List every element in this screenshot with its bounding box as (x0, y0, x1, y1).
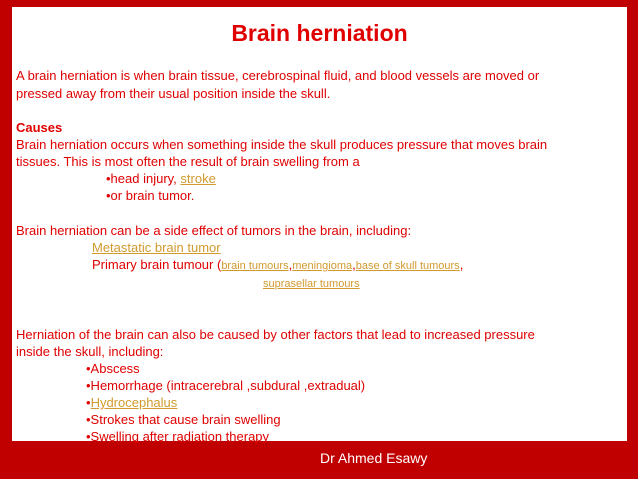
separator: , (352, 257, 356, 272)
primary-brain-tumour-line (92, 256, 463, 275)
hydrocephalus-link[interactable]: Hydrocephalus (90, 395, 178, 410)
brain-tumours-link[interactable]: brain tumours (221, 260, 289, 272)
causes-heading: Causes (16, 120, 63, 135)
slide-title: Brain herniation (231, 20, 408, 46)
stroke-link[interactable]: stroke (180, 171, 216, 186)
suprasellar-line (263, 274, 360, 293)
causes-line-1: Brain herniation occurs when something inside the skull produces pressure that moves brain (16, 137, 548, 152)
intro-line-1: A brain herniation is when brain tissue, cerebrospinal fluid, and blood vessels are moved or (16, 68, 540, 83)
other-causes-line-2: inside the skull, including: (16, 344, 164, 359)
tumors-intro: Brain herniation can be a side effect of tumors in the brain, including: (16, 223, 412, 238)
footer-author: Dr Ahmed Esawy (320, 450, 428, 466)
intro-line-2: pressed away from their usual position inside the skull. (16, 86, 331, 101)
other-bullet-hydrocephalus (86, 394, 177, 411)
bullet-mark: • (86, 395, 91, 410)
primary-tumour-text: Primary brain tumour ( (92, 257, 222, 272)
suprasellar-tumours-link[interactable]: suprasellar tumours (263, 278, 360, 290)
slide-content (12, 7, 627, 444)
cause-bullet-2: •or brain tumor. (106, 188, 195, 203)
other-bullet-hemorrhage: •Hemorrhage (intracerebral ,subdural ,extradual) (86, 378, 366, 393)
other-causes-line-1: Herniation of the brain can also be caused by other factors that lead to increased pressure (16, 327, 535, 342)
cause-bullet-1 (106, 170, 216, 187)
other-bullet-strokes: •Strokes that cause brain swelling (86, 412, 281, 427)
meningioma-link[interactable]: meningioma (292, 260, 353, 272)
metastatic-brain-tumor-link (92, 239, 221, 256)
cause-bullet-1-text: •head injury, (106, 171, 181, 186)
other-bullet-abscess: •Abscess (86, 361, 140, 376)
other-bullet-radiation: •Swelling after radiation therapy (86, 429, 270, 444)
metastatic-tumor-link[interactable]: Metastatic brain tumor (92, 240, 221, 255)
base-of-skull-tumours-link[interactable]: base of skull tumours (355, 260, 460, 272)
separator: , (459, 257, 464, 272)
separator: , (288, 257, 293, 272)
causes-line-2: tissues. This is most often the result of brain swelling from a (16, 154, 360, 169)
